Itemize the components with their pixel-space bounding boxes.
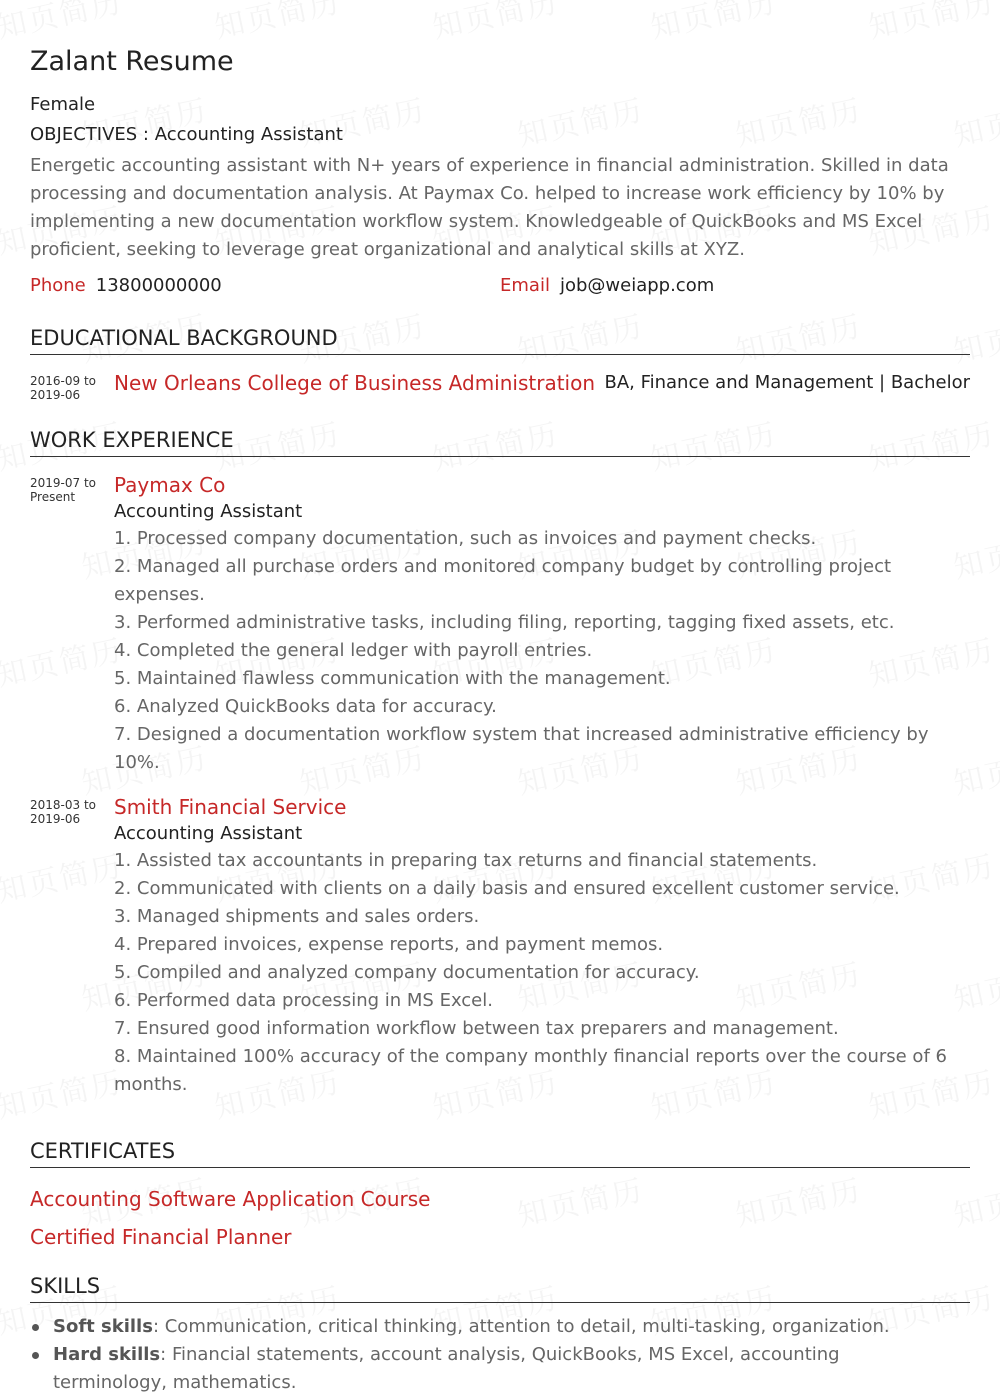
certificate-item: Accounting Software Application Course	[30, 1187, 431, 1211]
duty-item: 1. Assisted tax accountants in preparing tax returns and financial statements.	[114, 850, 818, 871]
duty-item: 5. Maintained flawless communication with the management.	[114, 668, 671, 689]
certificates-title: CERTIFICATES	[30, 1137, 970, 1168]
job-role: Accounting Assistant	[114, 823, 303, 844]
duty-list	[114, 847, 970, 1099]
objective-label: OBJECTIVES :	[30, 124, 155, 145]
job-role: Accounting Assistant	[114, 501, 303, 522]
contact-email	[500, 272, 970, 300]
skill-text: : Communication, critical thinking, attention to detail, multi-tasking, organization.	[152, 1316, 890, 1337]
duty-item: 5. Compiled and analyzed company documentation for accuracy.	[114, 962, 700, 983]
skill-text: : Financial statements, account analysis, QuickBooks, MS Excel, accounting terminology, mathematics.	[53, 1344, 840, 1393]
duty-list	[114, 525, 970, 777]
certificate-item: Certified Financial Planner	[30, 1225, 292, 1249]
skills-title: SKILLS	[30, 1272, 970, 1303]
work-entry	[30, 471, 970, 777]
contact-row	[30, 272, 970, 300]
duty-item: 7. Designed a documentation workflow system that increased administrative efficiency by 10%.	[114, 724, 929, 773]
resume-header	[30, 44, 970, 300]
degree-text: BA, Finance and Management | Bachelor	[604, 372, 970, 393]
work-title: WORK EXPERIENCE	[30, 426, 970, 457]
work-date-start: 2018-03 to	[30, 798, 96, 812]
duty-item: 4. Prepared invoices, expense reports, and payment memos.	[114, 934, 664, 955]
email-value[interactable]: job@weiapp.com	[559, 275, 715, 296]
duty-item: 6. Performed data processing in MS Excel.	[114, 990, 493, 1011]
candidate-name: Zalant Resume	[30, 46, 234, 77]
skills-section	[30, 1272, 970, 1397]
education-title: EDUCATIONAL BACKGROUND	[30, 324, 970, 355]
duty-item: 1. Processed company documentation, such as invoices and payment checks.	[114, 528, 817, 549]
objective-line	[30, 120, 970, 150]
education-date-start: 2016-09 to	[30, 374, 96, 388]
work-date-start: 2019-07 to	[30, 476, 96, 490]
education-section	[30, 324, 970, 402]
duty-item: 2. Managed all purchase orders and monitored company budget by controlling project expenses.	[114, 556, 892, 605]
summary-text: Energetic accounting assistant with N+ years of experience in financial administration. Skilled in data processing and documentation analysis. At Paymax Co. helped to increase work efficiency by 10% by implementing a new documentation workflow system. Knowledgeable of QuickBooks and MS Excel proficient, seeking to leverage great organizational and analytical skills at XYZ.	[30, 155, 949, 260]
skill-label: Soft skills	[53, 1316, 153, 1337]
education-date-end: 2019-06	[30, 388, 81, 402]
work-date	[30, 471, 114, 777]
company-name: Smith Financial Service	[114, 795, 347, 819]
work-date-end: Present	[30, 490, 76, 504]
bullet-icon	[32, 1352, 39, 1359]
school-name: New Orleans College of Business Administration	[114, 371, 596, 395]
duty-item: 6. Analyzed QuickBooks data for accuracy.	[114, 696, 497, 717]
education-entry	[30, 369, 970, 402]
work-section	[30, 426, 970, 1099]
work-date	[30, 793, 114, 1099]
work-entry	[30, 793, 970, 1099]
skill-item	[30, 1341, 930, 1397]
certificates-section	[30, 1137, 970, 1256]
company-name: Paymax Co	[114, 473, 226, 497]
education-date	[30, 369, 114, 402]
duty-item: 3. Managed shipments and sales orders.	[114, 906, 480, 927]
skill-label: Hard skills	[53, 1344, 161, 1365]
duty-item: 8. Maintained 100% accuracy of the company monthly financial reports over the course of 6 months.	[114, 1046, 947, 1095]
work-date-end: 2019-06	[30, 812, 81, 826]
phone-label: Phone	[30, 275, 86, 296]
objective-value: Accounting Assistant	[154, 124, 343, 145]
email-label: Email	[500, 275, 550, 296]
candidate-gender: Female	[30, 94, 96, 115]
duty-item: 4. Completed the general ledger with payroll entries.	[114, 640, 593, 661]
contact-phone	[30, 272, 500, 300]
skill-item	[30, 1313, 930, 1341]
bullet-icon	[32, 1324, 39, 1331]
phone-value: 13800000000	[95, 275, 222, 296]
duty-item: 2. Communicated with clients on a daily basis and ensured excellent customer service.	[114, 878, 900, 899]
duty-item: 3. Performed administrative tasks, including filing, reporting, tagging fixed assets, etc.	[114, 612, 895, 633]
skills-list	[30, 1313, 930, 1397]
duty-item: 7. Ensured good information workflow between tax preparers and management.	[114, 1018, 839, 1039]
